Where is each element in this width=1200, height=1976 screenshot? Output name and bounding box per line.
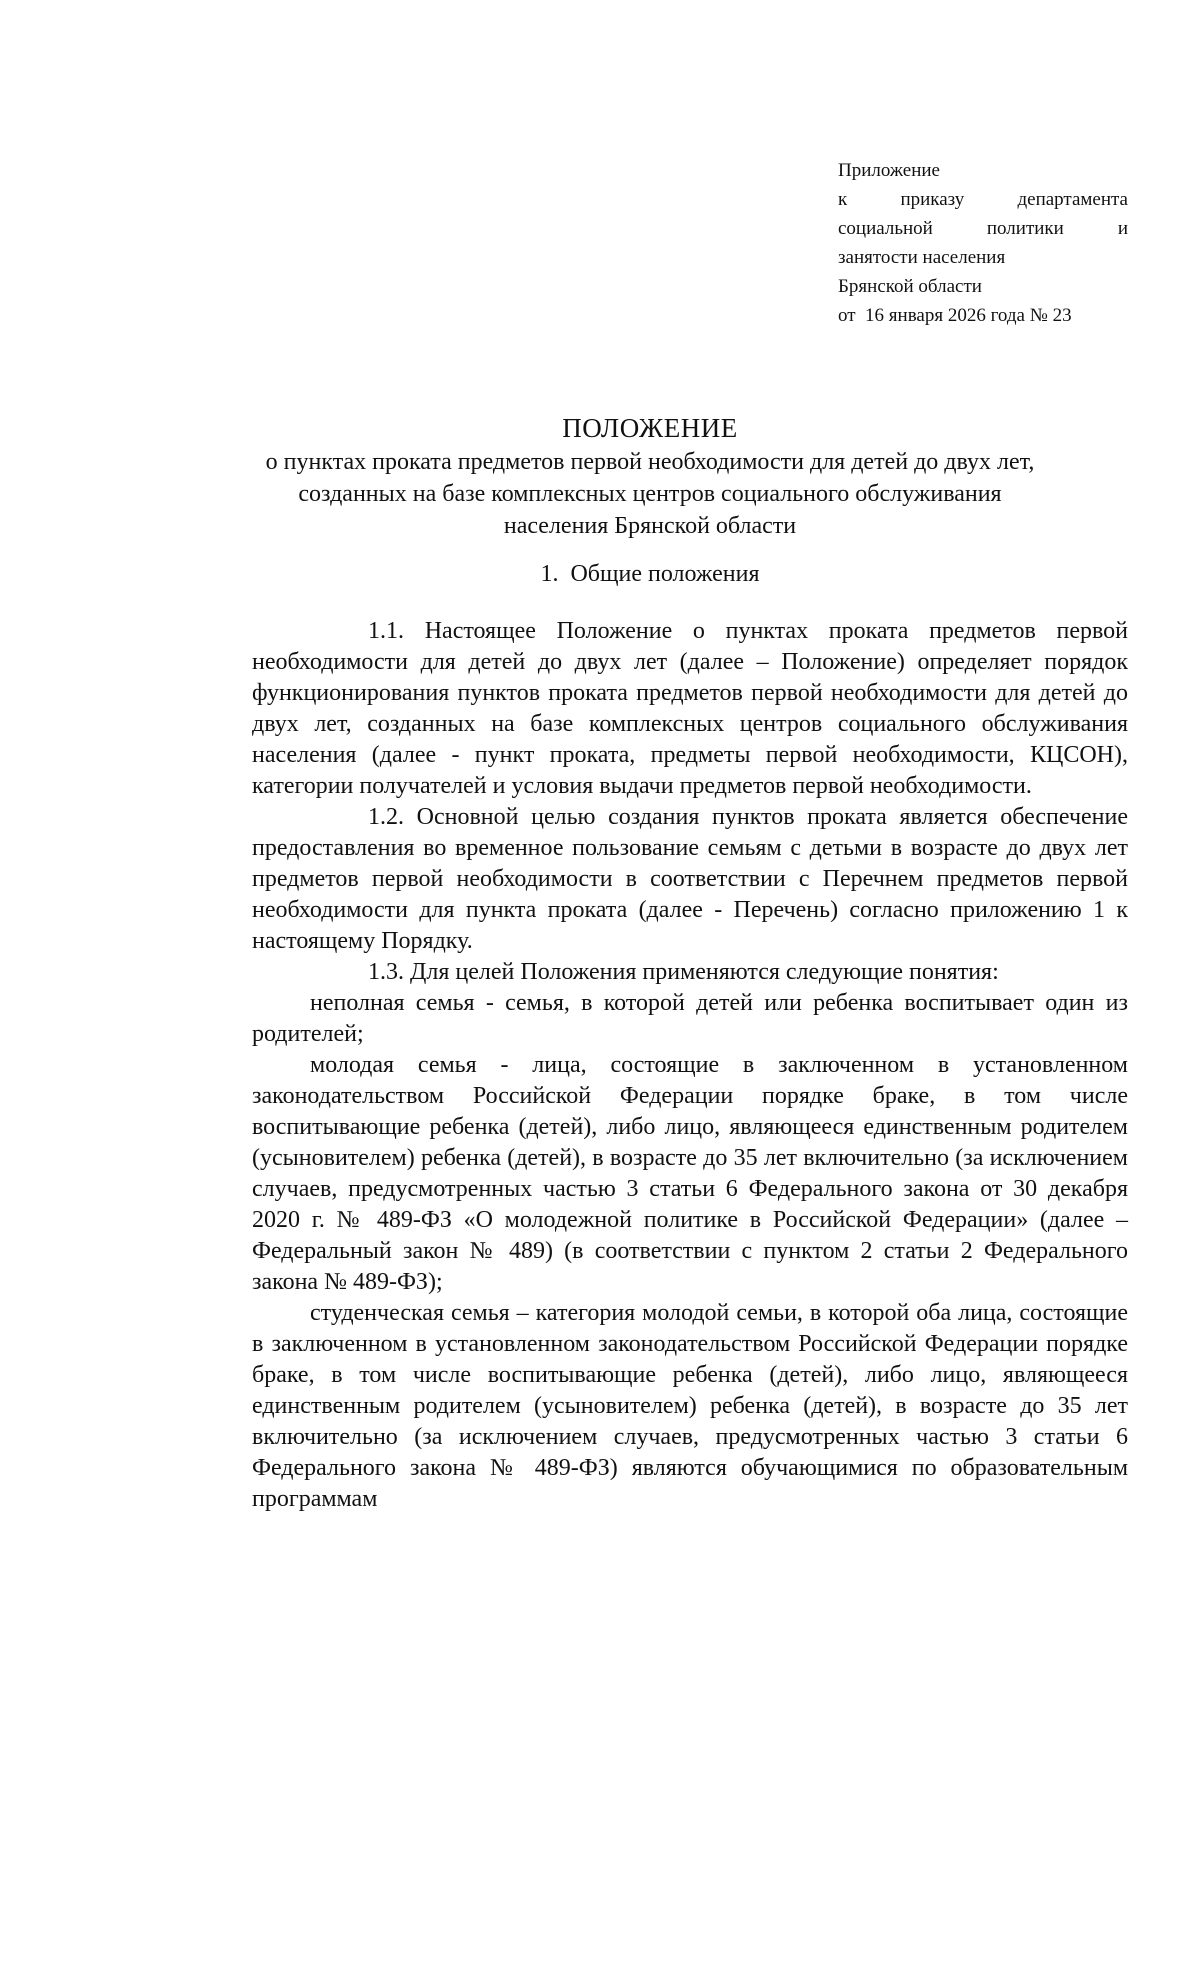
subtitle-line-2: созданных на базе комплексных центров социального обслуживания <box>298 481 1002 507</box>
subtitle-line-1: о пунктах проката предметов первой необходимости для детей до двух лет, <box>265 449 1035 475</box>
appendix-line-1: Приложение <box>838 160 940 181</box>
appendix-line-3 <box>838 214 1128 243</box>
paragraph-number: 1.1. <box>368 618 404 644</box>
definition-young-family <box>252 1050 1128 1298</box>
title-block <box>200 412 1100 542</box>
appendix-line-2 <box>838 185 1128 214</box>
definition-incomplete-family <box>252 988 1128 1050</box>
paragraph-text: неполная семья - семья, в которой детей или ребенка воспитывает один из родителей; <box>252 990 1128 1047</box>
paragraph-1-2 <box>252 802 1128 957</box>
appendix-word: социальной <box>838 218 933 239</box>
appendix-line-4: занятости населения <box>838 247 1006 268</box>
section-heading: 1. Общие положения <box>540 561 760 587</box>
appendix-word: приказу <box>900 189 965 210</box>
appendix-word: политики <box>986 218 1064 239</box>
paragraph-1-3 <box>252 957 1128 988</box>
subtitle-line-3: населения Брянской области <box>503 513 797 539</box>
document-title: ПОЛОЖЕНИЕ <box>562 413 738 443</box>
paragraph-number: 1.3. <box>368 959 404 985</box>
appendix-word: и <box>1117 218 1128 239</box>
paragraph-text: молодая семья - лица, состоящие в заключенном в установленном законодательством Российской Федерации порядке браке, в том числе воспитывающие ребенка (детей), либо лицо, являющееся единственным родителем (усыновителем) ребенка (детей), в возрасте до 35 лет включительно (за исключением случаев, предусмотренных частью 3 статьи 6 Федерального закона от 30 декабря 2020 г. № 489-ФЗ «О молодежной политике в Российской Федерации» (далее – Федеральный закон № 489) (в соответствии с пунктом 2 статьи 2 Федерального закона № 489-ФЗ); <box>252 1052 1128 1295</box>
appendix-word: департамента <box>1017 189 1128 210</box>
paragraph-text: Настоящее Положение о пунктах проката предметов первой необходимости для детей до двух лет (далее – Положение) определяет порядок функционирования пунктов проката предметов первой необходимости для детей до двух лет, созданных на базе комплексных центров социального обслуживания населения (далее - пункт проката, предметы первой необходимости, КЦСОН), категории получателей и условия выдачи предметов первой необходимости. <box>252 618 1129 799</box>
appendix-order-date: от 16 января 2026 года № 23 <box>838 305 1072 326</box>
document-body <box>252 616 1128 1515</box>
appendix-word: к <box>838 189 848 210</box>
paragraph-1-1 <box>252 616 1128 802</box>
paragraph-text: Основной целью создания пунктов проката является обеспечение предоставления во временное пользование семьям с детьми в возрасте до двух лет предметов первой необходимости в соответствии с Перечнем предметов первой необходимости для пункта проката (далее - Перечень) согласно приложению 1 к настоящему Порядку. <box>252 804 1129 954</box>
paragraph-text: студенческая семья – категория молодой семьи, в которой оба лица, состоящие в заключенном в установленном законодательством Российской Федерации порядке браке, в том числе воспитывающие ребенка (детей), либо лицо, являющееся единственным родителем (усыновителем) ребенка (детей), в возрасте до 35 лет включительно (за исключением случаев, предусмотренных частью 3 статьи 6 Федерального закона № 489-ФЗ) являются обучающимися по образовательным программам <box>252 1300 1128 1512</box>
appendix-header <box>838 156 1128 330</box>
definition-student-family <box>252 1298 1128 1515</box>
paragraph-text: Для целей Положения применяются следующие понятия: <box>410 959 999 985</box>
appendix-line-5: Брянской области <box>838 276 982 297</box>
paragraph-number: 1.2. <box>368 804 404 830</box>
